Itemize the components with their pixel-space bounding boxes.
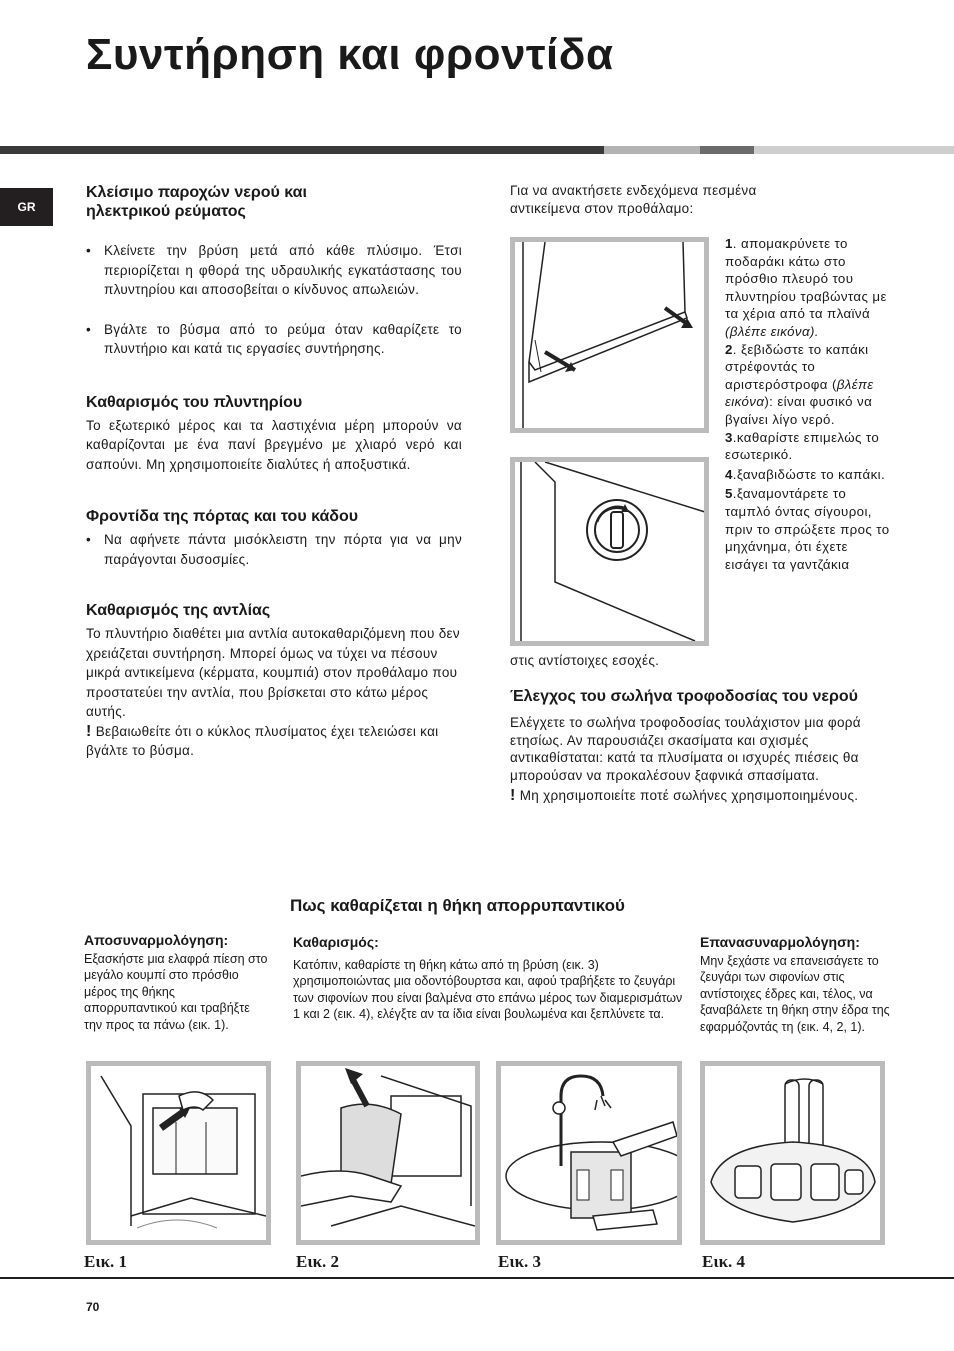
pump-intro: Για να ανακτήσετε ενδεχόμενα πεσμένα αντικείμενα στον προθάλαμο: — [510, 183, 757, 216]
hose-text: Ελέγχετε το σωλήνα τροφοδοσίας τουλάχιστον μια φορά ετησίως. Αν παρουσιάζει σκασίματα και σχισμές αντικαθίσταται: κατά τα πλυσίματα οι ισχυρές πιέσεις θα μπορούσαν να προκαλέσουν ξαφνικά σπασίματα. — [510, 715, 861, 783]
figure-kickplate — [510, 237, 709, 433]
header-rule-light — [754, 146, 954, 154]
section-title-dispenser: Πως καθαρίζεται η θήκη απορρυπαντικού — [290, 896, 625, 915]
section-title-cleaning: Καθαρισμός του πλυντηρίου — [86, 393, 303, 411]
figure-1 — [86, 1061, 271, 1245]
list-item: • Βγάλτε το βύσμα από το ρεύμα όταν καθαρίζετε το πλυντήριο και κατά τις εργασίες συντήρησης. — [86, 320, 462, 359]
dispenser-disassembly — [84, 932, 270, 1033]
section-title-pump: Καθαρισμός της αντλίας — [86, 602, 271, 619]
cleaning-title: Καθαρισμός: — [293, 934, 379, 950]
page-number: 70 — [86, 1300, 100, 1314]
pump-warning — [86, 722, 462, 761]
section-title-shutoff: Κλείσιμο παροχών νερού και ηλεκτρικού ρεύματος — [86, 184, 307, 220]
cleaning-text-small: Κατόπιν, καθαρίστε τη θήκη κάτω από τη βρύση (εικ. 3) χρησιμοποιώντας μια οδοντόβουρτσα και, αφού τραβήξετε το ζευγάρι των σιφονίων που είναι βαλμένα στο επάνω μέρος των διαμερισμάτων 1 και 2 (εικ. 4), ελέγξτε αν τα ίδια είναι βουλωμένα και ξεπλύνετε τα. — [293, 957, 683, 1021]
step-4: 4.ξαναβιδώστε το καπάκι. — [725, 466, 886, 482]
drawer-removed-illustration — [301, 1066, 475, 1240]
page-title: Συντήρηση και φροντίδα — [86, 30, 614, 79]
figure-caption-2: Εικ. 2 — [296, 1252, 340, 1271]
warning-mark: ! — [510, 787, 516, 805]
pump-steps-tail: στις αντίστοιχες εσοχές. — [510, 653, 660, 668]
step-2: 2. ξεβιδώστε το καπάκι στρέφοντάς το αριστερόστροφα (βλέπε εικόνα): είναι φυσικό να βγαίνει λίγο νερό. — [725, 341, 874, 427]
figure-3 — [496, 1061, 682, 1245]
figure-2 — [296, 1061, 480, 1245]
section-title-door: Φροντίδα της πόρτας και του κάδου — [86, 508, 359, 525]
reassembly-title: Επανασυναρμολόγηση: — [700, 934, 860, 950]
disassembly-title: Αποσυναρμολόγηση: — [84, 932, 229, 948]
pump-steps — [725, 235, 893, 573]
language-tab: GR — [0, 188, 53, 226]
left-column — [86, 183, 462, 761]
disassembly-text: Εξασκήστε μια ελαφρά πίεση στο μεγάλο κουμπί στο πρόσθιο μέρος της θήκης απορρυπαντικού και τραβήξτε την προς τα πάνω (εικ. 1). — [84, 951, 268, 1032]
figure-4 — [700, 1061, 885, 1245]
dispenser-reassembly — [700, 934, 890, 1035]
header-rule-dark-short — [700, 146, 754, 154]
pump-warning-text: Βεβαιωθείτε ότι ο κύκλος πλυσίματος έχει τελειώσει και βγάλτε το βύσμα. — [86, 723, 439, 758]
shutoff-list — [86, 241, 462, 359]
figure-pump-cover — [510, 457, 709, 646]
figure-caption-3: Εικ. 3 — [498, 1252, 542, 1271]
hose-section — [510, 687, 878, 805]
step-1: 1. απομακρύνετε το ποδαράκι κάτω στο πρόσθιο πλευρό του πλυντηρίου τραβώντας με τα χέρια από τα πλαϊνά (βλέπε εικόνα). — [725, 236, 887, 339]
figure-caption-1: Εικ. 1 — [84, 1252, 128, 1271]
tap-rinse-illustration — [501, 1066, 677, 1240]
dispenser-cleaning — [293, 934, 688, 1023]
reassembly-text: Μην ξεχάστε να επανεισάγετε το ζευγάρι των σιφονίων στις αντίστοιχες έδρες και, τέλος, να ξαναβάλετε τη θήκη στην έδρα της εφαρμόζοντάς τη (εικ. 4, 2, 1). — [700, 953, 890, 1034]
footer-rule — [0, 1277, 954, 1279]
siphon-illustration — [705, 1066, 880, 1240]
door-list — [86, 530, 462, 569]
step-5: 5.ξαναμοντάρετε το ταμπλό όντας σίγουροι, πριν το σπρώξετε προς το μηχάνημα, ότι έχετε εισάγει τα γαντζάκια — [725, 486, 890, 572]
header-rule-dark — [0, 146, 604, 154]
step-3: 3.καθαρίστε επιμελώς το εσωτερικό. — [725, 429, 880, 463]
hose-warning-text: Μη χρησιμοποιείτε ποτέ σωλήνες χρησιμοποιημένους. — [515, 788, 859, 804]
header-rule-grey — [604, 146, 700, 154]
pump-cover-illustration — [515, 462, 704, 641]
kickplate-illustration — [515, 242, 704, 428]
list-item: • Κλείνετε την βρύση μετά από κάθε πλύσιμο. Έτσι περιορίζεται η φθορά της υδραυλικής εγκατάστασης του πλυντηρίου και αποσοβείται ο κίνδυνος απωλειών. — [86, 241, 462, 300]
hose-warning — [510, 786, 878, 805]
figure-caption-4: Εικ. 4 — [702, 1252, 746, 1271]
section-title-hose: Έλεγχος του σωλήνα τροφοδοσίας του νερού — [510, 688, 858, 705]
pump-text: Το πλυντήριο διαθέτει μια αντλία αυτοκαθαριζόμενη που δεν χρειάζεται συντήρηση. Μπορεί όμως να τύχει να πέσουν μικρά αντικείμενα (κέρματα, κουμπιά) στον προθάλαμο που προστατεύει την αντλία, που βρίσκεται στο κάτω μέρος αυτής. — [86, 626, 460, 719]
drawer-pull-illustration — [91, 1066, 266, 1240]
list-item: • Να αφήνετε πάντα μισόκλειστη την πόρτα για να μην παράγονται δυσοσμίες. — [86, 530, 462, 569]
cleaning-text: Το εξωτερικό μέρος και τα λαστιχένια μέρη μπορούν να καθαρίζονται με ένα πανί βρεγμένο με χλιαρό νερό και σαπούνι. Μη χρησιμοποιείτε διαλύτες ή αποξυστικά. — [86, 417, 462, 472]
warning-mark: ! — [86, 722, 92, 740]
